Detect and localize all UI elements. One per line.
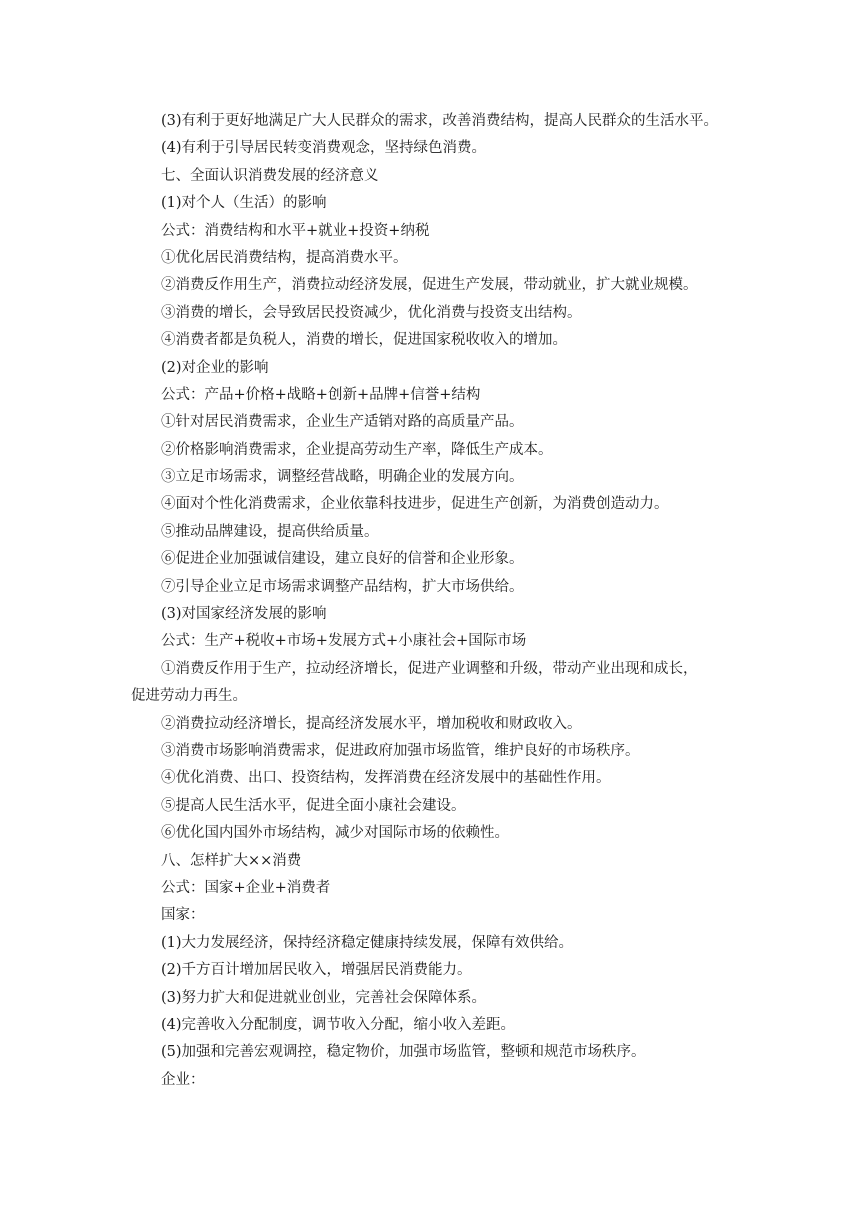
list-item: (3)努力扩大和促进就业创业，完善社会保障体系。 [161, 989, 487, 1006]
document-body [0, 108, 860, 1094]
list-item: ②消费拉动经济增长，提高经济发展水平，增加税收和财政收入。 [161, 715, 582, 732]
list-item: ②价格影响消费需求，企业提高劳动生产率，降低生产成本。 [161, 441, 553, 458]
list-item: ⑤提高人民生活水平，促进全面小康社会建设。 [161, 797, 466, 814]
subsection-heading: (1)对个人（生活）的影响 [161, 195, 327, 212]
formula-line: 公式：国家+企业+消费者 [161, 879, 331, 896]
section-heading: 八、怎样扩大××消费 [161, 852, 302, 869]
list-item: (1)大力发展经济，保持经济稳定健康持续发展，保障有效供给。 [161, 934, 574, 951]
list-item: ④优化消费、出口、投资结构，发挥消费在经济发展中的基础性作用。 [161, 770, 611, 787]
list-item: ③消费市场影响消费需求，促进政府加强市场监管，维护良好的市场秩序。 [161, 743, 640, 760]
list-item: ④消费者都是负税人，消费的增长，促进国家税收收入的增加。 [161, 332, 567, 349]
section-heading: 七、全面认识消费发展的经济意义 [161, 167, 379, 184]
list-item: ⑥优化国内国外市场结构，减少对国际市场的依赖性。 [161, 825, 509, 842]
formula-line: 公式：生产+税收+市场+发展方式+小康社会+国际市场 [161, 633, 527, 650]
list-item: (2)千方百计增加居民收入，增强居民消费能力。 [161, 962, 472, 979]
list-item: (4)完善收入分配制度，调节收入分配，缩小收入差距。 [161, 1016, 516, 1033]
list-item: ⑦引导企业立足市场需求调整产品结构，扩大市场供给。 [161, 578, 524, 595]
list-item: ①针对居民消费需求，企业生产适销对路的高质量产品。 [161, 414, 524, 431]
formula-line: 公式：消费结构和水平+就业+投资+纳税 [161, 222, 430, 239]
subsection-heading: (2)对企业的影响 [161, 359, 269, 376]
list-item: ①优化居民消费结构，提高消费水平。 [161, 249, 408, 266]
list-item: ③立足市场需求，调整经营战略，明确企业的发展方向。 [161, 469, 524, 486]
paragraph: (3)有利于更好地满足广大人民群众的需求，改善消费结构，提高人民群众的生活水平。 [161, 113, 719, 129]
paragraph: (4)有利于引导居民转变消费观念，坚持绿色消费。 [161, 140, 487, 157]
list-item: ④面对个性化消费需求，企业依靠科技进步，促进生产创新，为消费创造动力。 [161, 496, 669, 513]
subsection-heading: (3)对国家经济发展的影响 [161, 606, 327, 623]
group-label: 国家： [161, 907, 205, 924]
list-item: ③消费的增长，会导致居民投资减少，优化消费与投资支出结构。 [161, 304, 582, 321]
list-item: ①消费反作用于生产，拉动经济增长，促进产业调整和升级，带动产业出现和成长，促进劳动力再生。 [131, 660, 698, 705]
list-item: ⑥促进企业加强诚信建设，建立良好的信誉和企业形象。 [161, 551, 524, 568]
formula-line: 公式：产品+价格+战略+创新+品牌+信誉+结构 [161, 386, 481, 403]
list-item: (5)加强和完善宏观调控，稳定物价，加强市场监管，整顿和规范市场秩序。 [161, 1044, 646, 1061]
list-item: ②消费反作用生产，消费拉动经济发展，促进生产发展，带动就业，扩大就业规模。 [161, 277, 698, 294]
list-item: ⑤推动品牌建设，提高供给质量。 [161, 523, 379, 540]
group-label: 企业： [161, 1071, 205, 1088]
